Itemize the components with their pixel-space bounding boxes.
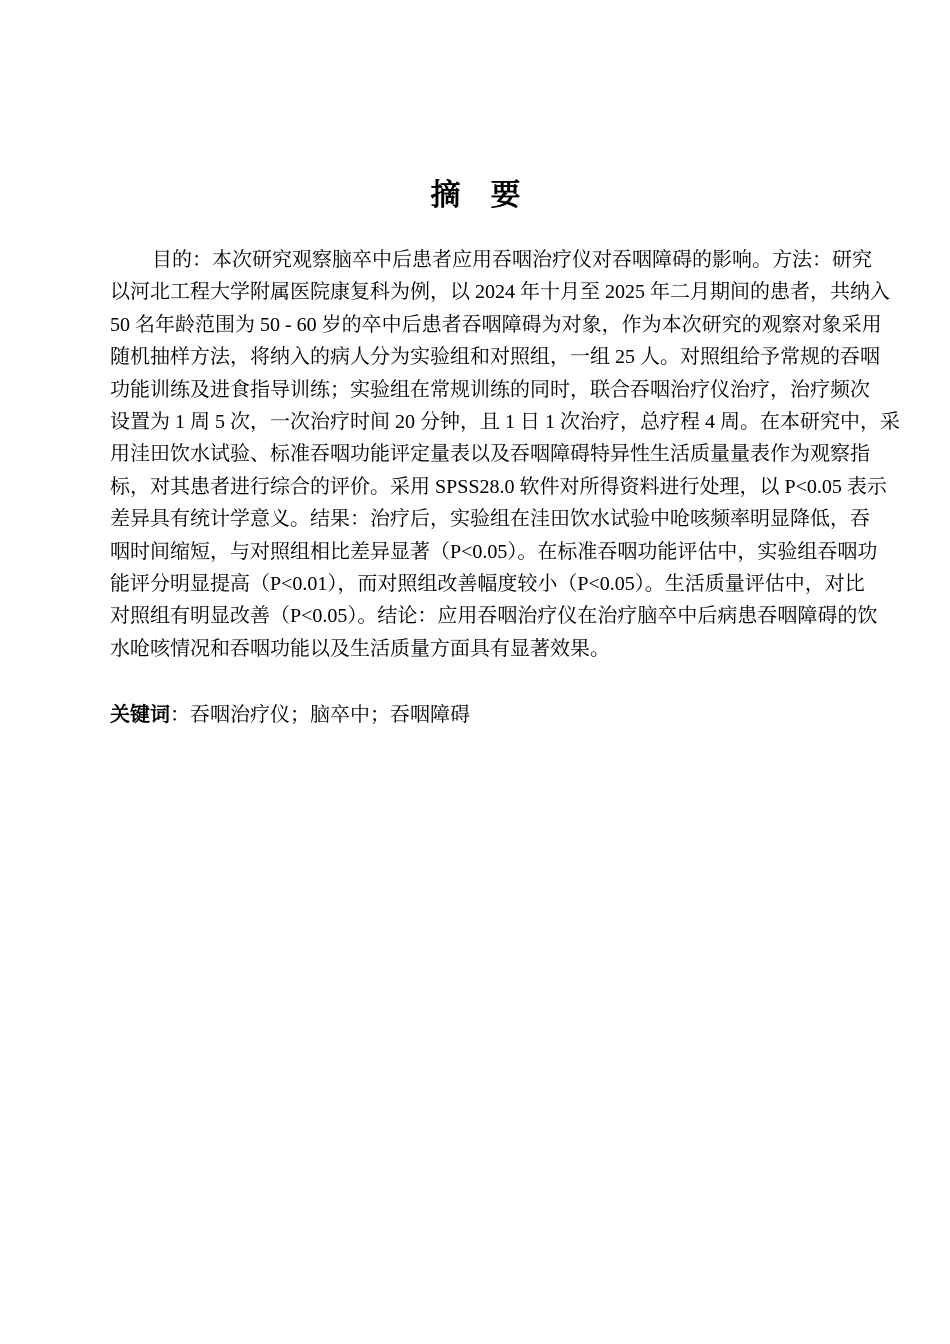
abstract-line: 水呛咳情况和吞咽功能以及生活质量方面具有显著效果。 [110,637,610,660]
page-title: 摘 要 [430,179,521,212]
abstract-line: 随机抽样方法，将纳入的病人分为实验组和对照组，一组 25 人。对照组给予常规的吞咽 [110,346,880,369]
abstract-paragraph [110,244,900,665]
page-content [110,0,900,732]
abstract-line: 目的：本次研究观察脑卒中后患者应用吞咽治疗仪对吞咽障碍的影响。方法：研究 [152,249,872,271]
abstract-line: 对照组有明显改善（P<0.05）。结论：应用吞咽治疗仪在治疗脑卒中后病患吞咽障碍的饮 [110,605,878,628]
abstract-line: 功能训练及进食指导训练；实验组在常规训练的同时，联合吞咽治疗仪治疗，治疗频次 [110,378,870,401]
abstract-line: 差异具有统计学意义。结果：治疗后，实验组在洼田饮水试验中呛咳频率明显降低，吞 [110,508,870,531]
keywords-text: ：吞咽治疗仪；脑卒中；吞咽障碍 [170,704,470,727]
keywords-label: 关键词 [110,704,170,727]
abstract-line: 用洼田饮水试验、标准吞咽功能评定量表以及吞咽障碍特异性生活质量量表作为观察指 [110,443,870,466]
abstract-line: 50 名年龄范围为 50 - 60 岁的卒中后患者吞咽障碍为对象，作为本次研究的观察对象采用 [110,313,882,336]
abstract-line: 能评分明显提高（P<0.01），而对照组改善幅度较小（P<0.05）。生活质量评估中，对比 [110,573,865,596]
abstract-line: 设置为 1 周 5 次，一次治疗时间 20 分钟，且 1 日 1 次治疗，总疗程 4 周。在本研究中，采 [110,411,900,434]
abstract-line: 以河北工程大学附属医院康复科为例，以 2024 年十月至 2025 年二月期间的患者，共纳入 [110,281,890,304]
keywords-line [110,699,841,731]
abstract-line: 标，对其患者进行综合的评价。采用 SPSS28.0 软件对所得资料进行处理，以 P<0.05 表示 [110,475,887,498]
abstract-line: 咽时间缩短，与对照组相比差异显著（P<0.05）。在标准吞咽功能评估中，实验组吞咽功 [110,540,878,563]
